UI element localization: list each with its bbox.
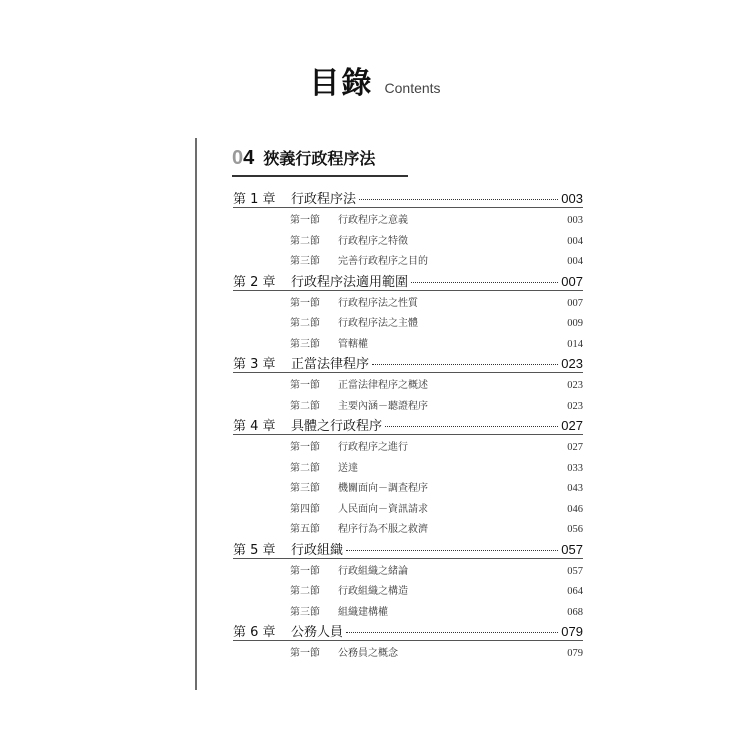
chapter-entry[interactable] xyxy=(233,541,583,558)
section-title: 組織建構權 xyxy=(338,606,388,618)
section-title: 行政組織之構造 xyxy=(338,586,408,597)
section-title: 行政組織之緒論 xyxy=(338,565,408,577)
section-title: 主要內涵－聽證程序 xyxy=(338,400,428,412)
section-title: 行政程序之意義 xyxy=(338,215,408,226)
chapter-label: 第 2 章 xyxy=(233,274,276,290)
dot-leader xyxy=(359,190,558,200)
section-page-number: 027 xyxy=(567,442,583,453)
chapter-title: 行政程序法適用範圍 xyxy=(291,274,409,290)
section-label: 第三節 xyxy=(290,606,320,618)
page-subtitle: Contents xyxy=(384,80,441,96)
section-entry[interactable] xyxy=(233,644,583,665)
chapter-title: 正當法律程序 xyxy=(291,357,370,372)
toc-chapter xyxy=(233,541,583,624)
section-title: 行政程序法之主體 xyxy=(338,318,418,329)
section-label: 第二節 xyxy=(290,586,320,597)
chapter-page-number: 079 xyxy=(561,624,583,639)
section-entry[interactable] xyxy=(233,438,583,459)
section-label: 第一節 xyxy=(290,380,320,391)
section-entry[interactable] xyxy=(233,376,583,397)
toc-chapter xyxy=(233,355,583,417)
section-page-number: 046 xyxy=(567,503,583,515)
section-label: 第二節 xyxy=(290,318,320,329)
section-title: 行政程序法之性質 xyxy=(338,297,418,309)
section-entry[interactable] xyxy=(233,294,583,315)
chapter-title: 行政組織 xyxy=(291,542,344,558)
part-number xyxy=(232,147,254,169)
section-page-number: 056 xyxy=(567,524,583,535)
section-entry[interactable] xyxy=(233,562,583,583)
section-label: 第一節 xyxy=(290,215,320,226)
section-label: 第四節 xyxy=(290,503,320,515)
table-of-contents xyxy=(233,190,583,665)
section-page-number: 068 xyxy=(567,606,583,618)
toc-chapter xyxy=(233,273,583,356)
section-entry[interactable] xyxy=(233,479,583,500)
section-label: 第三節 xyxy=(290,338,320,350)
section-title: 程序行為不服之救濟 xyxy=(338,524,428,535)
section-entry[interactable] xyxy=(233,232,583,253)
section-title: 管轄權 xyxy=(338,338,368,350)
section-label: 第一節 xyxy=(290,442,320,453)
part-number-digit: 4 xyxy=(243,147,255,169)
section-title: 行政程序之特徵 xyxy=(338,235,408,247)
section-page-number: 003 xyxy=(567,215,583,226)
section-page-number: 079 xyxy=(567,648,583,659)
chapter-page-number: 023 xyxy=(561,356,583,371)
dot-leader xyxy=(346,541,558,551)
section-title: 完善行政程序之目的 xyxy=(338,256,428,267)
chapter-page-number: 057 xyxy=(561,541,583,557)
section-label: 第三節 xyxy=(290,483,320,494)
chapter-title: 公務人員 xyxy=(291,625,344,640)
section-entry[interactable] xyxy=(233,211,583,232)
chapter-label: 第 1 章 xyxy=(233,192,276,207)
section-label: 第二節 xyxy=(290,235,320,247)
section-entry[interactable] xyxy=(233,500,583,521)
part-heading xyxy=(232,146,408,177)
chapter-label: 第 3 章 xyxy=(233,357,276,372)
chapter-page-number: 007 xyxy=(561,273,583,289)
section-page-number: 023 xyxy=(567,400,583,412)
section-title: 人民面向－資訊請求 xyxy=(338,503,428,515)
section-entry[interactable] xyxy=(233,335,583,356)
section-label: 第二節 xyxy=(290,462,320,474)
page-header xyxy=(0,58,750,102)
margin-rule xyxy=(195,138,197,690)
section-title: 正當法律程序之概述 xyxy=(338,380,428,391)
section-page-number: 057 xyxy=(567,565,583,577)
dot-leader xyxy=(372,355,558,365)
page-title: 目錄 xyxy=(309,66,374,101)
section-label: 第一節 xyxy=(290,648,320,659)
section-page-number: 064 xyxy=(567,586,583,597)
toc-chapter xyxy=(233,623,583,665)
section-label: 第一節 xyxy=(290,297,320,309)
section-label: 第五節 xyxy=(290,524,320,535)
section-page-number: 009 xyxy=(567,318,583,329)
section-page-number: 004 xyxy=(567,235,583,247)
section-page-number: 007 xyxy=(567,297,583,309)
dot-leader xyxy=(411,273,558,283)
section-page-number: 023 xyxy=(567,380,583,391)
section-entry[interactable] xyxy=(233,582,583,603)
chapter-entry[interactable] xyxy=(233,623,583,640)
section-title: 公務員之概念 xyxy=(338,648,398,659)
chapter-title: 行政程序法 xyxy=(291,192,357,207)
section-page-number: 033 xyxy=(567,462,583,474)
dot-leader xyxy=(346,623,558,633)
chapter-label: 第 4 章 xyxy=(233,419,276,434)
section-entry[interactable] xyxy=(233,397,583,418)
chapter-title: 具體之行政程序 xyxy=(291,419,383,434)
section-label: 第三節 xyxy=(290,256,320,267)
chapter-page-number: 003 xyxy=(561,191,583,206)
part-number-prefix: 0 xyxy=(232,147,244,169)
section-page-number: 004 xyxy=(567,256,583,267)
section-title: 行政程序之進行 xyxy=(338,442,408,453)
section-entry[interactable] xyxy=(233,603,583,624)
section-page-number: 014 xyxy=(567,338,583,350)
chapter-label: 第 6 章 xyxy=(233,625,276,640)
section-page-number: 043 xyxy=(567,483,583,494)
chapter-entry[interactable] xyxy=(233,417,583,434)
section-label: 第二節 xyxy=(290,400,320,412)
section-entry[interactable] xyxy=(233,252,583,273)
section-entry[interactable] xyxy=(233,314,583,335)
chapter-entry[interactable] xyxy=(233,190,583,207)
section-label: 第一節 xyxy=(290,565,320,577)
toc-chapter xyxy=(233,417,583,541)
section-entry[interactable] xyxy=(233,459,583,480)
chapter-entry[interactable] xyxy=(233,355,583,372)
chapter-page-number: 027 xyxy=(561,418,583,433)
section-title: 送達 xyxy=(338,462,358,474)
section-title: 機關面向－調查程序 xyxy=(338,483,428,494)
chapter-label: 第 5 章 xyxy=(233,542,276,558)
chapter-entry[interactable] xyxy=(233,273,583,290)
dot-leader xyxy=(385,417,558,427)
toc-chapter xyxy=(233,190,583,273)
part-title: 狹義行政程序法 xyxy=(263,149,376,168)
section-entry[interactable] xyxy=(233,520,583,541)
